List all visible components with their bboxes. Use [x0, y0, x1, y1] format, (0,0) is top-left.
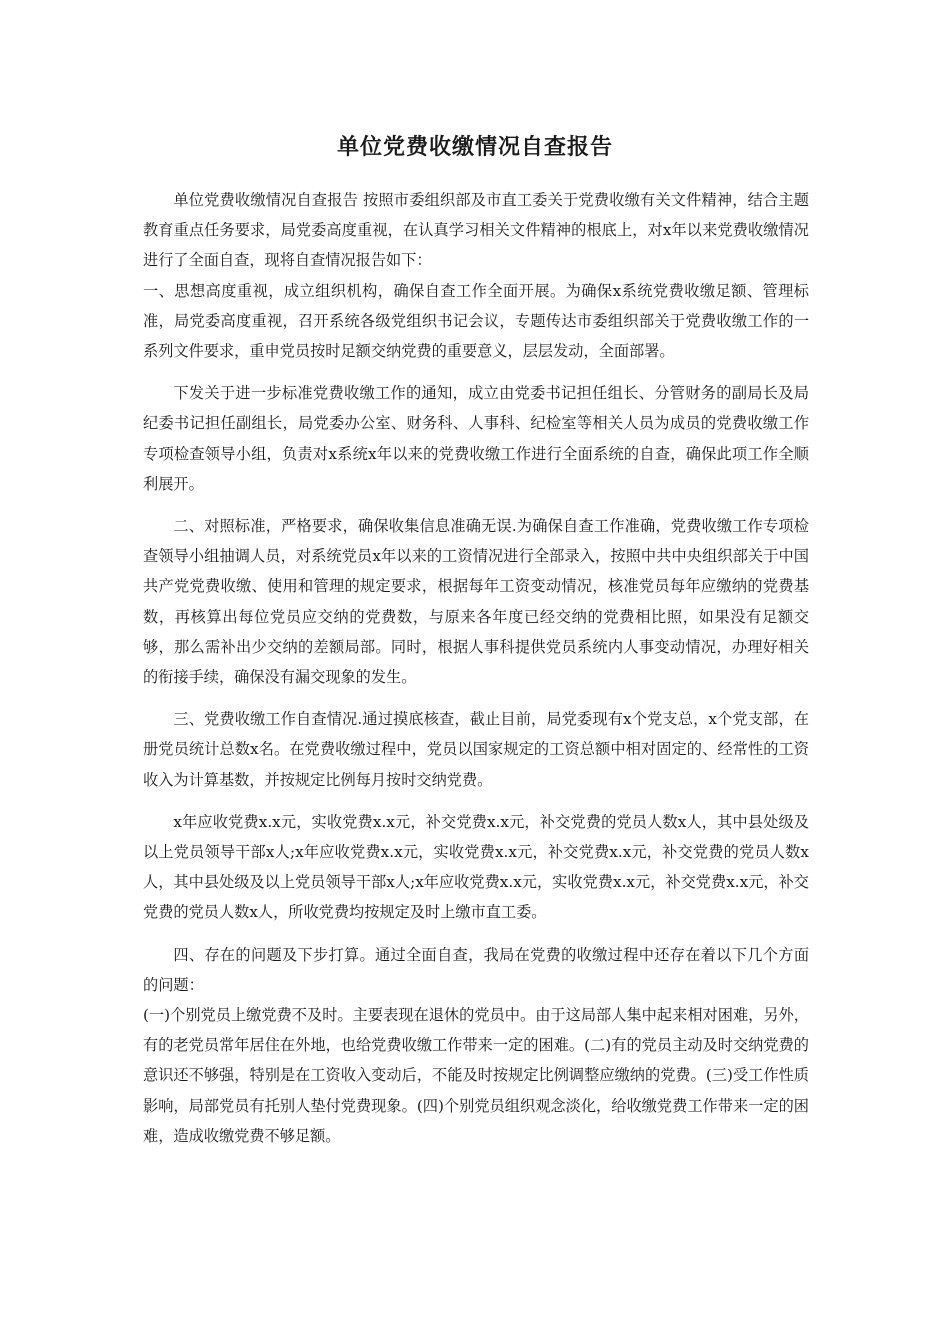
document-body	[143, 185, 809, 1151]
paragraph-intro: 单位党费收缴情况自查报告 按照市委组织部及市直工委关于党费收缴有关文件精神，结合主题教育重点任务要求，局党委高度重视，在认真学习相关文件精神的根底上，对x年以来党费收缴情况进行了全面自查，现将自查情况报告如下：	[143, 191, 809, 270]
paragraph-fee-figures: x年应收党费x.x元，实收党费x.x元，补交党费x.x元，补交党费的党员人数x人，其中县处级及以上党员领导干部x人;x年应收党费x.x元，实收党费x.x元，补交党费x.x元，补交党费的党员人数x人，其中县处级及以上党员领导干部x人;x年应收党费x.x元，实收党费x.x元，补交党费x.x元，补交党费的党员人数x人，所收党费均按规定及时上缴市直工委。	[143, 812, 809, 922]
document-title: 单位党费收缴情况自查报告	[336, 135, 613, 160]
paragraph-section-1: 一、思想高度重视，成立组织机构，确保自查工作全面开展。为确保x系统党费收缴足额、管理标准，局党委高度重视，召开系统各级党组织书记会议，专题传达市委组织部关于党费收缴工作的一系列文件要求，重申党员按时足额交纳党费的重要意义，层层发动，全面部署。	[143, 281, 809, 361]
paragraph-section-3: 三、党费收缴工作自查情况.通过摸底核查，截止目前，局党委现有x个党支总，x个党支部，在册党员统计总数x名。在党费收缴过程中，党员以国家规定的工资总额中相对固定的、经常性的工资收入为计算基数，并按规定比例每月按时交纳党费。	[143, 710, 809, 789]
paragraph-section-4: 四、存在的问题及下步打算。通过全面自查，我局在党费的收缴过程中还存在着以下几个方面的问题：	[143, 945, 809, 994]
paragraph-section-2: 二、对照标准，严格要求，确保收集信息准确无误.为确保自查工作准确，党费收缴工作专项检查领导小组抽调人员，对系统党员x年以来的工资情况进行全部录入，按照中共中央组织部关于中国共产党党费收缴、使用和管理的规定要求，根据每年工资变动情况，核准党员每年应缴纳的党费基数，再核算出每位党员应交纳的党费数，与原来各年度已经交纳的党费相比照，如果没有足额交够，那么需补出少交纳的差额局部。同时，根据人事科提供党员系统内人事变动情况，办理好相关的衔接手续，确保没有漏交现象的发生。	[143, 517, 809, 687]
paragraph-problems-list: (一)个别党员上缴党费不及时。主要表现在退休的党员中。由于这局部人集中起来相对困难，另外，有的老党员常年居住在外地，也给党费收缴工作带来一定的困难。(二)有的党员主动及时交纳党费的意识还不够强，特别是在工资收入变动后，不能及时按规定比例调整应缴纳的党费。(三)受工作性质影响，局部党员有托别人垫付党费现象。(四)个别党员组织观念淡化，给收缴党费工作带来一定的困难，造成收缴党费不够足额。	[143, 1006, 809, 1145]
paragraph-section-1-detail: 下发关于进一步标准党费收缴工作的通知，成立由党委书记担任组长、分管财务的副局长及局纪委书记担任副组长，局党委办公室、财务科、人事科、纪检室等相关人员为成员的党费收缴工作专项检查领导小组，负责对x系统x年以来的党费收缴工作进行全面系统的自查，确保此项工作全顺利展开。	[143, 384, 809, 493]
